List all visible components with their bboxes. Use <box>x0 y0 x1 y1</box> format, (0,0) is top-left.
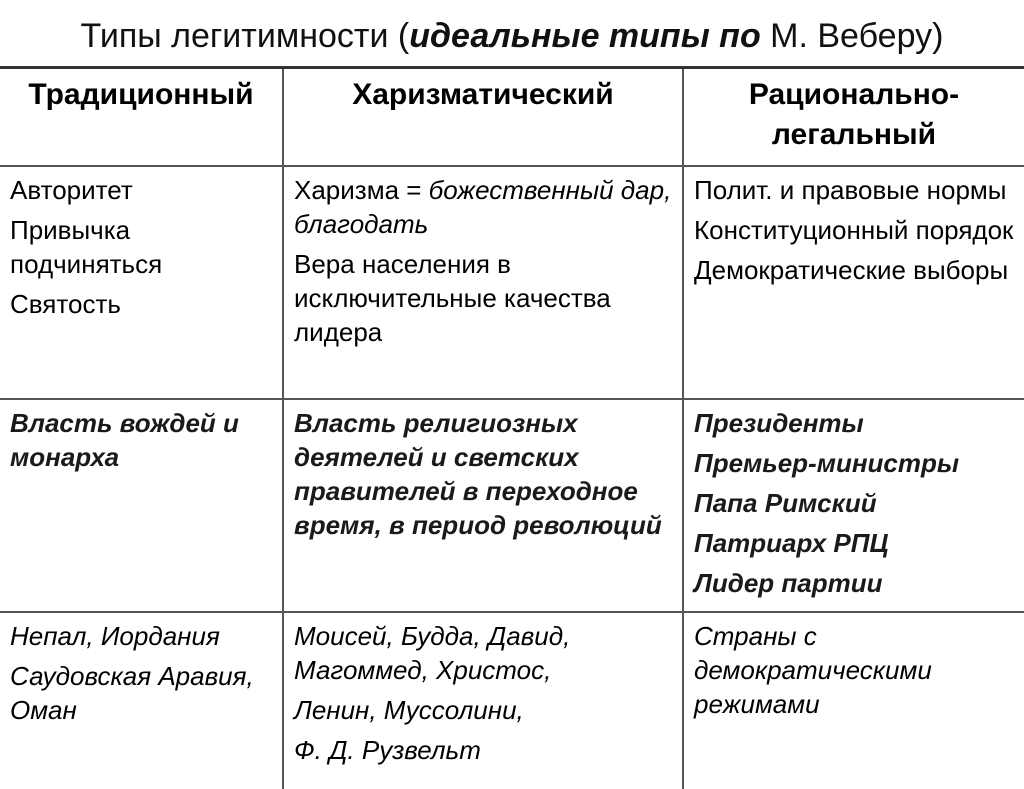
list-item: Конституционный порядок <box>694 215 1014 245</box>
list-item: Власть религиозных деятелей и светских правителей в переходное время, в период революций <box>294 408 662 540</box>
cell-traditional-holders <box>0 399 283 612</box>
cell-traditional-examples <box>0 612 283 789</box>
title-part1: Типы легитимности ( <box>80 17 410 55</box>
list-item: Привычка подчиняться <box>10 215 163 279</box>
list-item: Демократические выборы <box>694 255 1009 285</box>
title-part2: М. Веберу) <box>760 17 944 55</box>
slide-title <box>0 14 1024 58</box>
header-rational-legal: Рационально-легальный <box>683 68 1024 167</box>
list-item: Патриарх РПЦ <box>694 528 889 558</box>
title-emphasis: идеальные типы по <box>409 17 761 55</box>
header-traditional: Традиционный <box>0 68 283 167</box>
charisma-prefix: Харизма = <box>294 175 429 205</box>
list-item: Премьер-министры <box>694 448 960 478</box>
cell-charismatic-sources <box>283 166 683 399</box>
table-row-holders <box>0 399 1024 612</box>
legitimacy-types-table <box>0 66 1024 789</box>
list-item: Страны с демократическими режимами <box>694 621 932 719</box>
list-item: Авторитет <box>10 175 133 205</box>
cell-rational-holders <box>683 399 1024 612</box>
cell-rational-examples <box>683 612 1024 789</box>
list-item: Святость <box>10 289 121 319</box>
table-header-row <box>0 68 1024 167</box>
list-item: Ленин, Муссолини, <box>294 695 524 725</box>
list-item: Папа Римский <box>694 488 877 518</box>
list-item: Президенты <box>694 408 864 438</box>
table-row-sources <box>0 166 1024 399</box>
list-item: Ф. Д. Рузвельт <box>294 735 481 765</box>
list-item: Полит. и правовые нормы <box>694 175 1007 205</box>
table-row-examples <box>0 612 1024 789</box>
charisma-italic: божественный дар, благодать <box>294 175 672 239</box>
list-item <box>294 173 674 241</box>
list-item: Непал, Иордания <box>10 621 220 651</box>
list-item: Лидер партии <box>694 568 883 598</box>
header-charismatic: Харизматический <box>283 68 683 167</box>
cell-rational-sources <box>683 166 1024 399</box>
list-item: Саудовская Аравия, Оман <box>10 661 254 725</box>
list-item: Моисей, Будда, Давид, Магоммед, Христос, <box>294 621 571 685</box>
cell-traditional-sources <box>0 166 283 399</box>
cell-charismatic-examples <box>283 612 683 789</box>
cell-charismatic-holders <box>283 399 683 612</box>
list-item: Власть вождей и монарха <box>10 408 239 472</box>
list-item: Вера населения в исключительные качества лидера <box>294 249 611 347</box>
